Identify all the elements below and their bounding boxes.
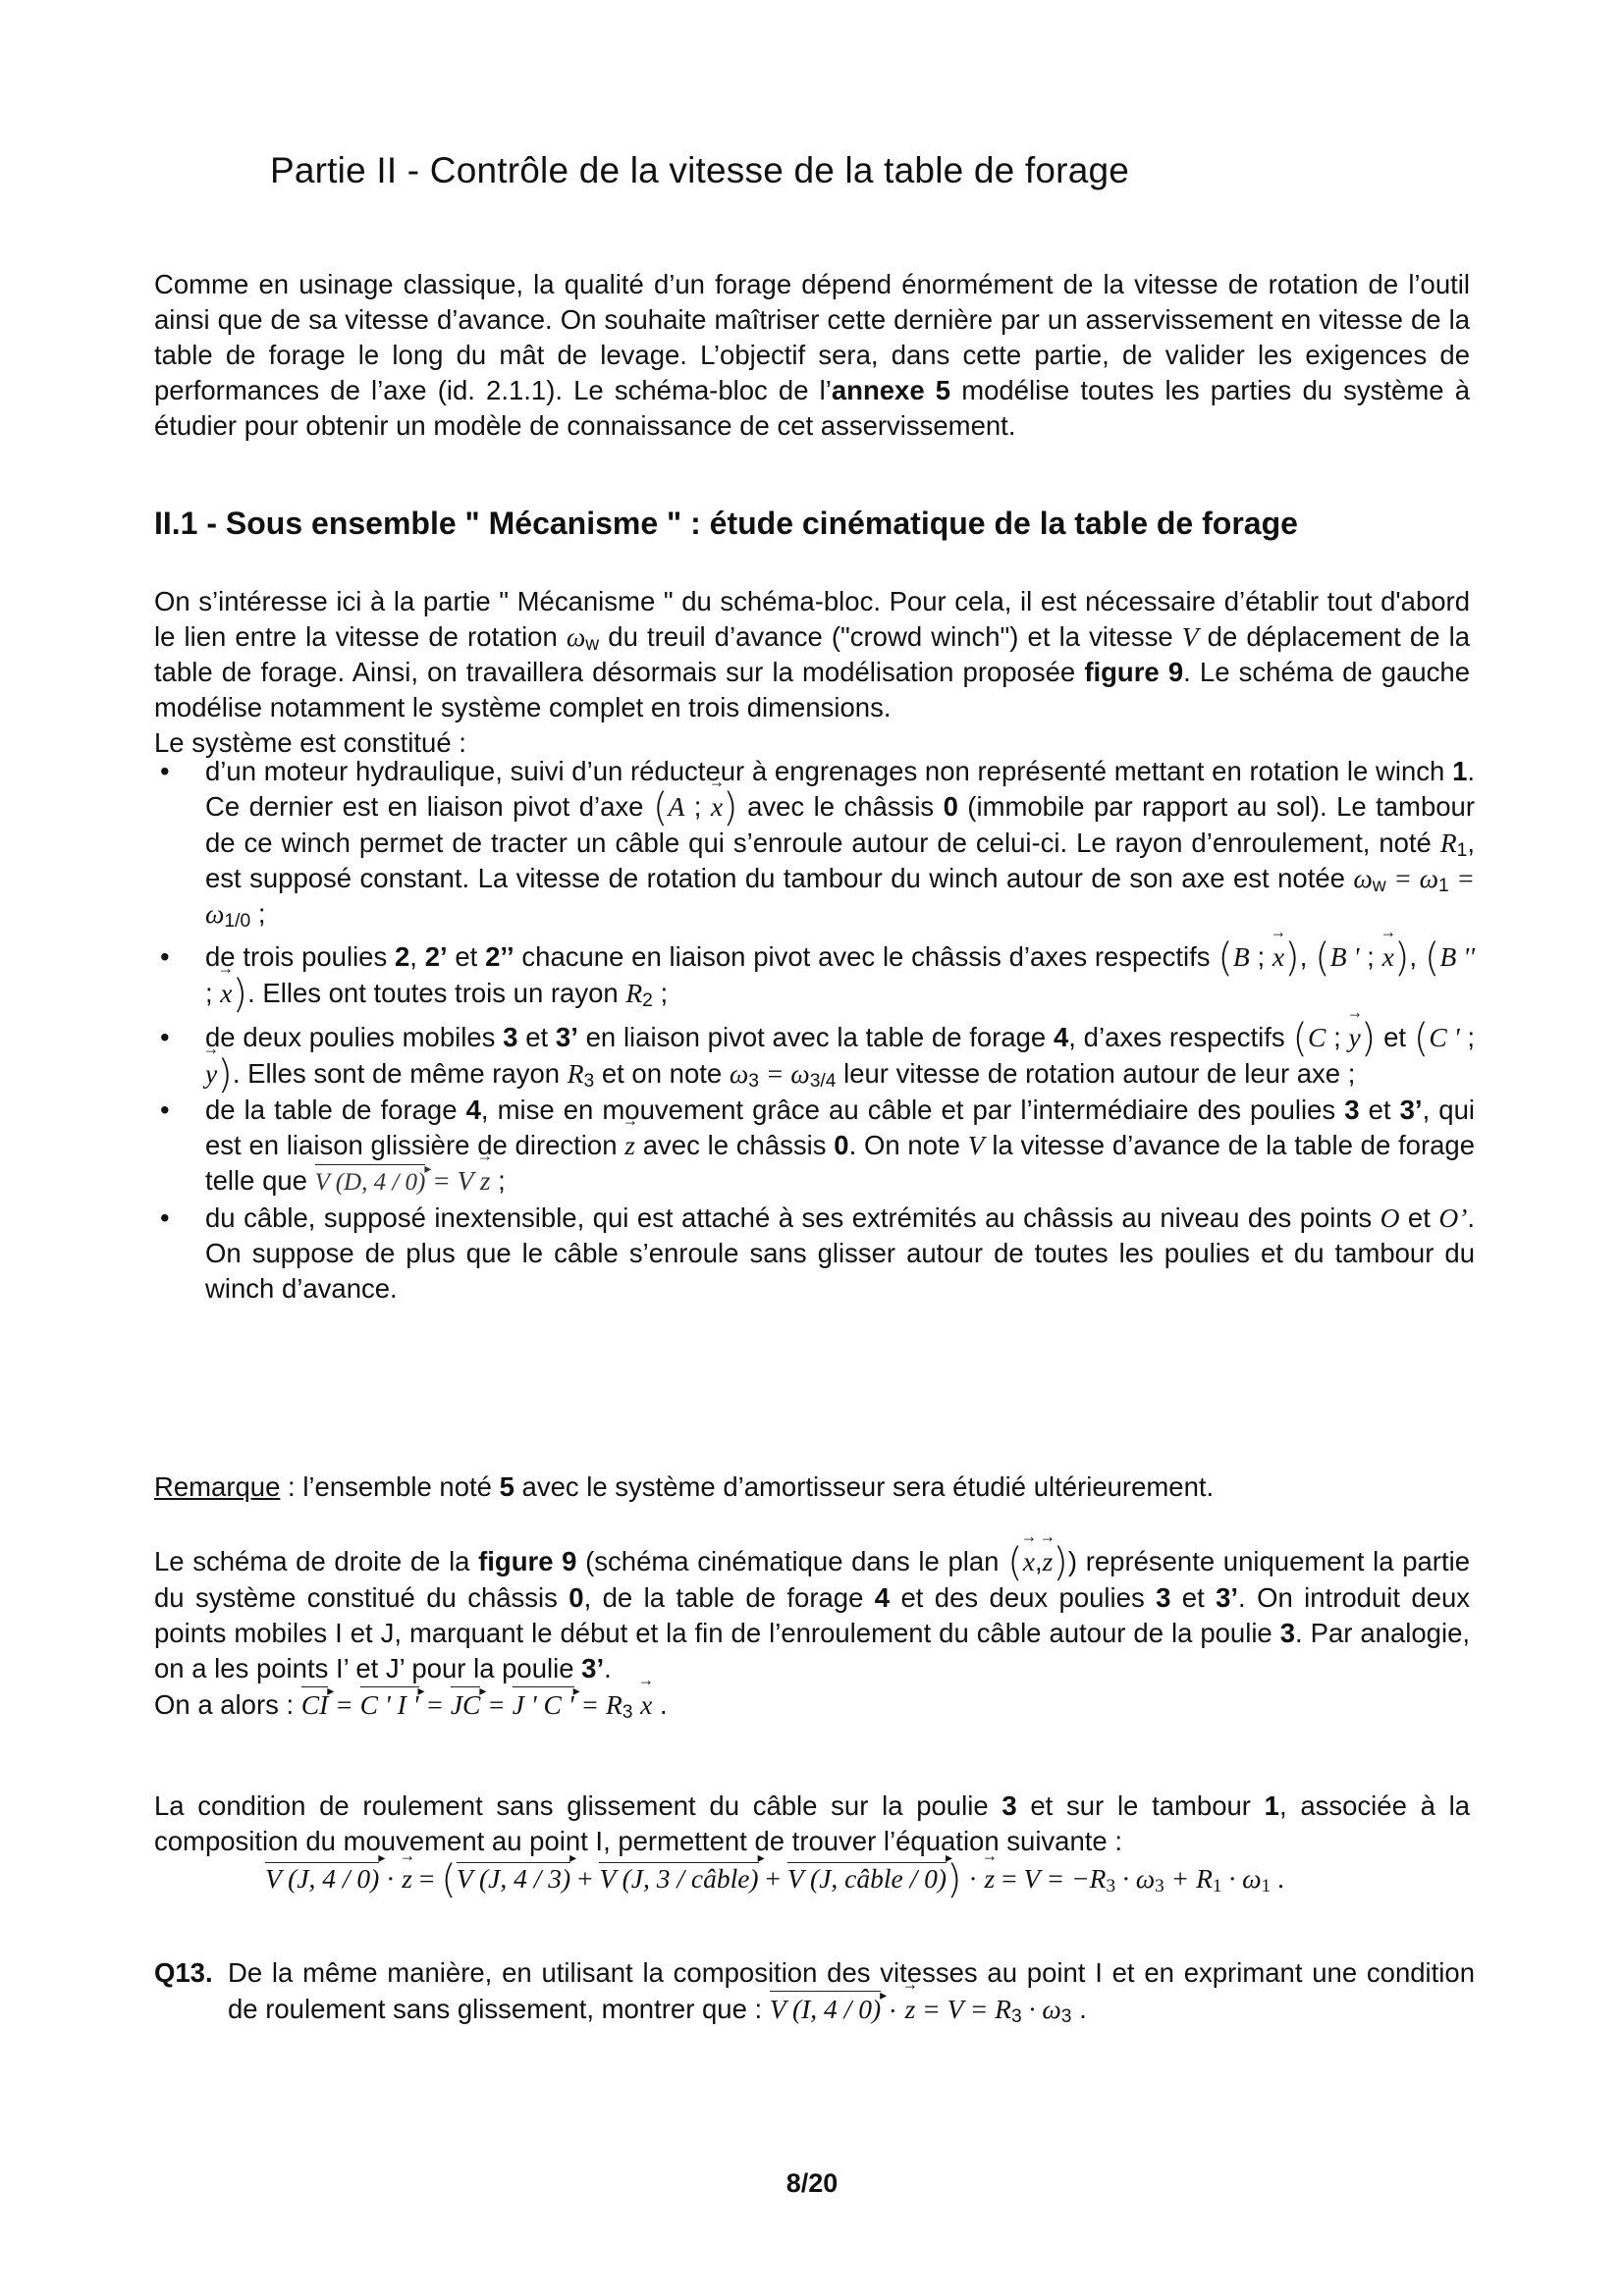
list-item: • de trois poulies 2, 2’ et 2’’ chacune en liaison pivot avec le châssis d’axes respectifs (B ; x →), (B ' ; x →), (B '' ; x →). Elles ont toutes trois un rayon $R_2$ ;: [154, 939, 1475, 1012]
component-list: [154, 754, 1475, 1307]
page-title: Partie II - Contrôle de la vitesse de la table de forage: [270, 150, 1130, 190]
paragraph-2: Le schéma de droite de la figure 9 (schéma cinématique dans le plan (x →,z →)) représente uniquement la partie du système constitué du châssis 0, de la table de forage 4 et des deux poulies 3 et 3’. On introduit deux points mobiles I et J, marquant le début et la fin de l’enroulement du câble autour de la poulie 3. Par analogie, on a les points I’ et J’ pour la poulie 3’. On a alors : CI ▸ = C ' I ' ▸ = JC ▸ = J ' C ' ▸ = $R_3$ x → .: [154, 1544, 1470, 1723]
question-q13: Q13. De la même manière, en utilisant la composition des vitesses au point I et en exprimant une condition de roulement sans glissement, montrer que : V (I, 4 / 0) ▸ · z → = $V = R_3 \cdot \omega_3$ .: [154, 1955, 1475, 2027]
question-label: Q13.: [154, 1957, 213, 1988]
list-item: • de la table de forage 4, mise en mouvement grâce au câble et par l’intermédiaire des poulies 3 et 3’, qui est en liaison glissière de direction z → avec le châssis 0. On note V la vitesse d’avance de la table de forage telle que V (D, 4 / 0) ▸ = V z → ;: [154, 1093, 1475, 1201]
paragraph-3: La condition de roulement sans glissement du câble sur la poulie 3 et sur le tambour 1, associée à la composition du mouvement au point I, permettent de trouver l’équation suivante :: [154, 1790, 1471, 1856]
intro-paragraph: Comme en usinage classique, la qualité d’un forage dépend énormément de la vitesse de rotation de l’outil ainsi que de sa vitesse d’avance. On souhaite maîtriser cette dernière par un asservissement en vitesse de la table de forage le long du mât de levage. L’objectif sera, dans cette partie, de valider les exigences de performances de l’axe (id. 2.1.1). Le schéma-bloc de l’annexe 5 modélise toutes les parties du système à étudier pour obtenir un modèle de connaissance de cet asservissement.: [154, 269, 1470, 441]
section-title: II.1 - Sous ensemble " Mécanisme " : étude cinématique de la table de forage: [154, 506, 1298, 541]
equation: V (J, 4 / 0) ▸ · z → = (V (J, 4 / 3) ▸ + V (J, 3 / câble) ▸ + V (J, câble / 0) ▸) · z → = $V = -R_3 \cdot \omega_3 + R_1 \cdot \omega_1$ .: [265, 1857, 1284, 1902]
list-item: • de deux poulies mobiles 3 et 3’ en liaison pivot avec la table de forage 4, d’axes respectifs (C ; y →) et (C ' ; y →). Elles sont de même rayon $R_3$ et on note $\omega_3 = \omega_{3/4}$ leur vitesse de rotation autour de leur axe ;: [154, 1020, 1475, 1093]
paragraph-1: On s’intéresse ici à la partie " Mécanisme " du schéma-bloc. Pour cela, il est nécessaire d’établir tout d'abord le lien entre la vitesse de rotation $\omega_w$ du treuil d’avance ("crowd winch") et la vitesse V de déplacement de la table de forage. Ainsi, on travaillera désormais sur la modélisation proposée figure 9. Le schéma de gauche modélise notamment le système complet en trois dimensions. Le système est constitué :: [154, 586, 1471, 758]
remark-paragraph: Remarque : l’ensemble noté 5 avec le système d’amortisseur sera étudié ultérieurement.: [154, 1471, 1215, 1502]
page-number: 8/20: [785, 2168, 839, 2198]
list-item: • du câble, supposé inextensible, qui est attaché à ses extrémités au châssis au niveau des points O et O’. On suppose de plus que le câble s’enroule sans glisser autour de toutes les poulies et du tambour du winch d’avance.: [154, 1201, 1475, 1307]
list-item: • d’un moteur hydraulique, suivi d’un réducteur à engrenages non représenté mettant en rotation le winch 1. Ce dernier est en liaison pivot d’axe (A ; x →) avec le châssis 0 (immobile par rapport au sol). Le tambour de ce winch permet de tracter un câble qui s’enroule autour de celui-ci. Le rayon d’enroulement, noté $R_1$, est supposé constant. La vitesse de rotation du tambour du winch autour de son axe est notée $\omega_w = \omega_1 = \omega_{1/0}$ ;: [154, 754, 1475, 932]
